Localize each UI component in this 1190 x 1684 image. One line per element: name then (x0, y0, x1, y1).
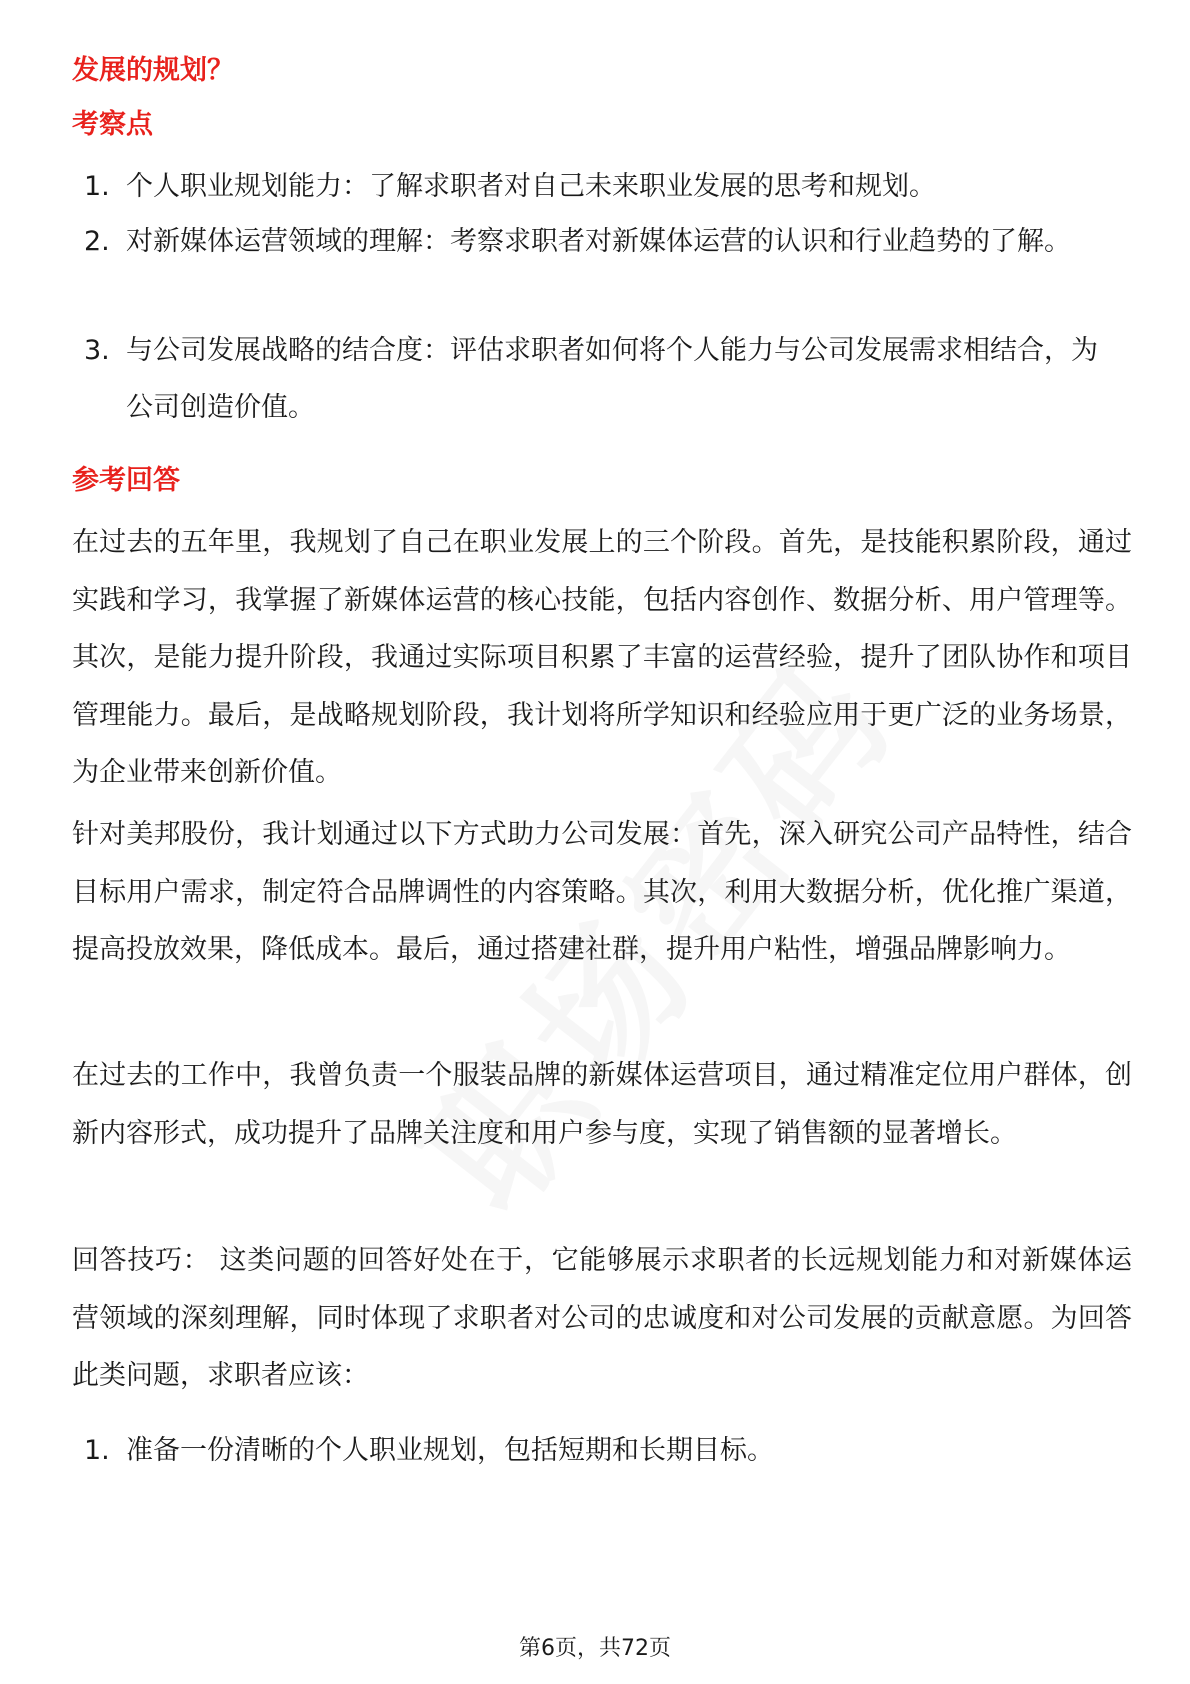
answer-paragraph: 针对美邦股份，我计划通过以下方式助力公司发展：首先，深入研究公司产品特性，结合目标用户需求，制定符合品牌调性的内容策略。其次，利用大数据分析，优化推广渠道，提高投放效果，降低成本。最后，通过搭建社群，提升用户粘性，增强品牌影响力。 (72, 819, 1132, 965)
answer-tips-paragraph: 回答技巧： 这类问题的回答好处在于，它能够展示求职者的长远规划能力和对新媒体运营领域的深刻理解，同时体现了求职者对公司的忠诚度和对公司发展的贡献意愿。为回答此类问题，求职者应该： (72, 1245, 1132, 1391)
list-number: 1. (84, 171, 110, 202)
list-item-text: 准备一份清晰的个人职业规划，包括短期和长期目标。 (126, 1435, 774, 1466)
list-number: 1. (84, 1435, 110, 1466)
answer-paragraph: 在过去的工作中，我曾负责一个服装品牌的新媒体运营项目，通过精准定位用户群体，创新内容形式，成功提升了品牌关注度和用户参与度，实现了销售额的显著增长。 (72, 1060, 1132, 1149)
list-item-text: 个人职业规划能力：了解求职者对自己未来职业发展的思考和规划。 (126, 171, 936, 202)
tips-list-item (84, 1422, 1124, 1479)
page-footer: 第6页，共72页 (519, 1636, 671, 1661)
focus-points-heading: 考察点 (72, 109, 153, 140)
list-number: 2. (84, 226, 110, 257)
reference-answer-heading: 参考回答 (72, 465, 180, 496)
list-item-text: 与公司发展战略的结合度：评估求职者如何将个人能力与公司发展需求相结合，为公司创造价值。 (126, 335, 1098, 423)
question-title-tail: 发展的规划？ (72, 55, 234, 86)
list-number: 3. (84, 335, 110, 366)
focus-list-item (84, 322, 1124, 436)
list-item-text: 对新媒体运营领域的理解：考察求职者对新媒体运营的认识和行业趋势的了解。 (126, 226, 1071, 257)
answer-paragraph: 在过去的五年里，我规划了自己在职业发展上的三个阶段。首先，是技能积累阶段，通过实践和学习，我掌握了新媒体运营的核心技能，包括内容创作、数据分析、用户管理等。其次，是能力提升阶段，我通过实际项目积累了丰富的运营经验，提升了团队协作和项目管理能力。最后，是战略规划阶段，我计划将所学知识和经验应用于更广泛的业务场景，为企业带来创新价值。 (72, 527, 1132, 788)
focus-list-item (84, 213, 1124, 270)
focus-list-item (84, 158, 1124, 215)
